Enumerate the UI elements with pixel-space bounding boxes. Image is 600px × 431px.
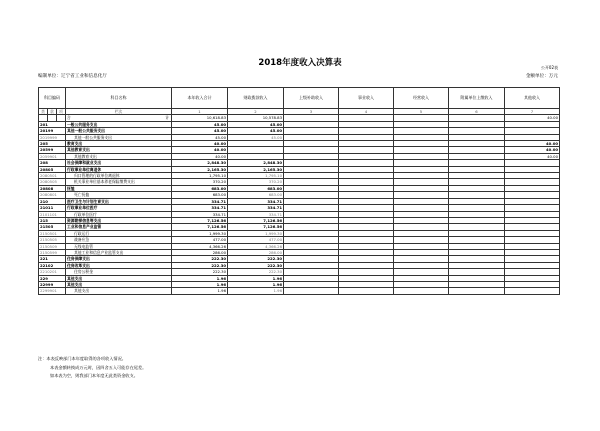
note-line: 本表金额转换成万元时，因四舍五入可能存在尾差。 — [50, 364, 147, 370]
row-code: 229 — [39, 275, 66, 281]
row-fiscal: 334.71 — [228, 198, 284, 204]
row-name: 社会保障和就业支出 — [66, 160, 172, 166]
row-fiscal: 4,366.26 — [228, 243, 284, 249]
empty-cell — [339, 288, 394, 294]
row-other: 40.00 — [505, 153, 560, 159]
row-fiscal: 370.20 — [228, 179, 284, 185]
row-name: 其他一般公共服务支出 — [66, 128, 172, 134]
organization-label: 编制单位：辽宁省工业和信息化厅 — [38, 74, 107, 79]
row-fiscal: 222.30 — [228, 262, 284, 268]
header-business: 事业收入 — [339, 88, 394, 109]
column-number: 5 — [394, 109, 449, 115]
row-total: 370.20 — [172, 179, 228, 185]
row-code: 2101101 — [39, 211, 66, 217]
row-name: 住房保障支出 — [66, 256, 172, 262]
row-name: 归口管理的行政单位离退休 — [66, 173, 172, 179]
row-total: 334.71 — [172, 198, 228, 204]
row-fiscal: 45.00 — [228, 134, 284, 140]
row-name: 机关事业单位基本养老保险缴费支出 — [66, 179, 172, 185]
row-name: 医疗卫生与计划生育支出 — [66, 198, 172, 204]
row-fiscal: 222.30 — [228, 269, 284, 275]
row-fiscal: 1,999.30 — [228, 230, 284, 236]
row-total: 477.00 — [172, 237, 228, 243]
row-name: 其他支出 — [66, 281, 172, 287]
row-fiscal: 45.00 — [228, 128, 284, 134]
row-fiscal: 7,126.56 — [228, 217, 284, 223]
column-number: 3 — [284, 109, 339, 115]
empty-cell — [449, 288, 505, 294]
row-total: 683.00 — [172, 185, 228, 191]
row-code: 2150501 — [39, 230, 66, 236]
row-total: 1.96 — [172, 275, 228, 281]
row-name: 行政事业单位离退休 — [66, 166, 172, 172]
row-code: 2080505 — [39, 179, 66, 185]
report-title: 2018年度收入决算表 — [258, 58, 342, 68]
row-code: 208 — [39, 160, 66, 166]
row-total: 2,165.30 — [172, 166, 228, 172]
amount-unit-label: 金额单位：万元 — [525, 74, 558, 79]
row-code: 2210201 — [39, 269, 66, 275]
header-subordinate: 附属单位上缴收入 — [449, 88, 505, 109]
row-name: 战备应急 — [66, 237, 172, 243]
notes — [38, 355, 146, 381]
row-name: 其他一般公共服务支出 — [66, 134, 172, 140]
row-name: 其他教育支出 — [66, 153, 172, 159]
row-name: 行政运行 — [66, 230, 172, 236]
header-upper: 上级补助收入 — [284, 88, 339, 109]
row-other: 40.00 — [505, 147, 560, 153]
row-total: 1,795.10 — [172, 173, 228, 179]
total-label-ji: 计 — [165, 115, 170, 121]
header-total: 本年收入合计 — [172, 88, 228, 109]
row-fiscal: 683.00 — [228, 185, 284, 191]
column-number: 6 — [449, 109, 505, 115]
row-code: 21505 — [39, 224, 66, 230]
total-fiscal: 10,578.83 — [228, 115, 284, 121]
row-fiscal: 222.30 — [228, 256, 284, 262]
row-name: 其他教育支出 — [66, 147, 172, 153]
row-code: 22999 — [39, 281, 66, 287]
row-name: 抚恤 — [66, 185, 172, 191]
row-code: 2150505 — [39, 237, 66, 243]
row-fiscal: 334.71 — [228, 205, 284, 211]
subheader-lei: 类 — [39, 109, 48, 115]
header-other: 其他收入 — [505, 88, 560, 109]
row-total: 1,999.30 — [172, 230, 228, 236]
row-total: 334.71 — [172, 205, 228, 211]
row-fiscal: 286.00 — [228, 249, 284, 255]
subheader-lanci: 栏次 — [66, 109, 172, 115]
row-other: 40.00 — [505, 141, 560, 147]
row-fiscal: 1.96 — [228, 281, 284, 287]
row-name: 死亡抚恤 — [66, 192, 172, 198]
header-operating: 经营收入 — [394, 88, 449, 109]
subheader-xiang: 项 — [57, 109, 66, 115]
header-row — [39, 88, 560, 109]
row-total: 45.00 — [172, 128, 228, 134]
row-total: 2,848.30 — [172, 160, 228, 166]
row-code: 2150509 — [39, 243, 66, 249]
row-other — [505, 288, 560, 294]
row-fiscal: 1.96 — [228, 275, 284, 281]
row-total: 222.30 — [172, 262, 228, 268]
row-total: 334.71 — [172, 211, 228, 217]
row-name: 住房改革支出 — [66, 262, 172, 268]
row-code: 2019999 — [39, 134, 66, 140]
total-row-label — [66, 115, 172, 121]
row-code: 210 — [39, 198, 66, 204]
row-code: 22102 — [39, 262, 66, 268]
row-name: 其他工业和信息产业监管支出 — [66, 249, 172, 255]
row-code: 2150599 — [39, 249, 66, 255]
row-name: 其他支出 — [66, 288, 172, 294]
row-name: 其他支出 — [66, 275, 172, 281]
row-total: 40.00 — [172, 153, 228, 159]
column-number: 4 — [339, 109, 394, 115]
row-fiscal: 2,848.30 — [228, 160, 284, 166]
row-code: 2080801 — [39, 192, 66, 198]
row-name: 资源勘探信息等支出 — [66, 217, 172, 223]
row-total: 222.30 — [172, 256, 228, 262]
table-row — [39, 288, 560, 294]
row-fiscal: 2,165.30 — [228, 166, 284, 172]
row-code: 2299901 — [39, 288, 66, 294]
row-total: 7,126.56 — [172, 224, 228, 230]
total-label-he: 合 — [67, 115, 71, 121]
subheader-kuan: 款 — [48, 109, 57, 115]
row-total: 45.00 — [172, 134, 228, 140]
header-code: 科目编码 — [39, 88, 66, 109]
row-name: 行政单位医疗 — [66, 211, 172, 217]
column-number: 2 — [228, 109, 284, 115]
row-total: 286.00 — [172, 249, 228, 255]
note-line: 注：本表反映部门本年度取得的各项收入情况。 — [38, 356, 126, 361]
row-fiscal: 1.96 — [228, 288, 284, 294]
column-number: 1 — [172, 109, 228, 115]
header-fiscal: 财政拨款收入 — [228, 88, 284, 109]
row-fiscal: 1,795.10 — [228, 173, 284, 179]
row-total: 4,366.26 — [172, 243, 228, 249]
row-name: 行政事业单位医疗 — [66, 205, 172, 211]
row-total: 222.30 — [172, 269, 228, 275]
row-total: 683.00 — [172, 192, 228, 198]
row-name: 工业和信息产业监管 — [66, 224, 172, 230]
row-fiscal: 477.00 — [228, 237, 284, 243]
income-table — [38, 87, 560, 295]
row-fiscal: 334.71 — [228, 211, 284, 217]
row-name: 教育支出 — [66, 141, 172, 147]
row-total: 40.00 — [172, 141, 228, 147]
row-code: 20808 — [39, 185, 66, 191]
row-code: 20599 — [39, 147, 66, 153]
column-number: 7 — [505, 109, 560, 115]
row-code: 20199 — [39, 128, 66, 134]
row-code: 21011 — [39, 205, 66, 211]
row-name: 一般公共服务支出 — [66, 121, 172, 127]
row-total: 1.96 — [172, 288, 228, 294]
row-code: 2059901 — [39, 153, 66, 159]
note-line: 如本表为空，则我部门本年度无此类资金收支。 — [50, 373, 138, 379]
row-total: 45.00 — [172, 121, 228, 127]
row-code: 221 — [39, 256, 66, 262]
row-code: 201 — [39, 121, 66, 127]
row-fiscal: 683.00 — [228, 192, 284, 198]
row-name: 无线电监管 — [66, 243, 172, 249]
empty-cell — [284, 288, 339, 294]
form-number: 公开02表 — [540, 65, 558, 70]
row-total: 7,126.56 — [172, 217, 228, 223]
row-name: 住房公积金 — [66, 269, 172, 275]
row-fiscal: 7,126.56 — [228, 224, 284, 230]
row-code: 205 — [39, 141, 66, 147]
row-fiscal: 45.00 — [228, 121, 284, 127]
total-amount: 10,618.83 — [172, 115, 228, 121]
total-other: 40.00 — [505, 115, 560, 121]
row-total: 40.00 — [172, 147, 228, 153]
row-code: 20805 — [39, 166, 66, 172]
empty-cell — [394, 288, 449, 294]
header-name: 科目名称 — [66, 88, 172, 109]
row-code: 215 — [39, 217, 66, 223]
row-total: 1.96 — [172, 281, 228, 287]
row-code: 2080501 — [39, 173, 66, 179]
